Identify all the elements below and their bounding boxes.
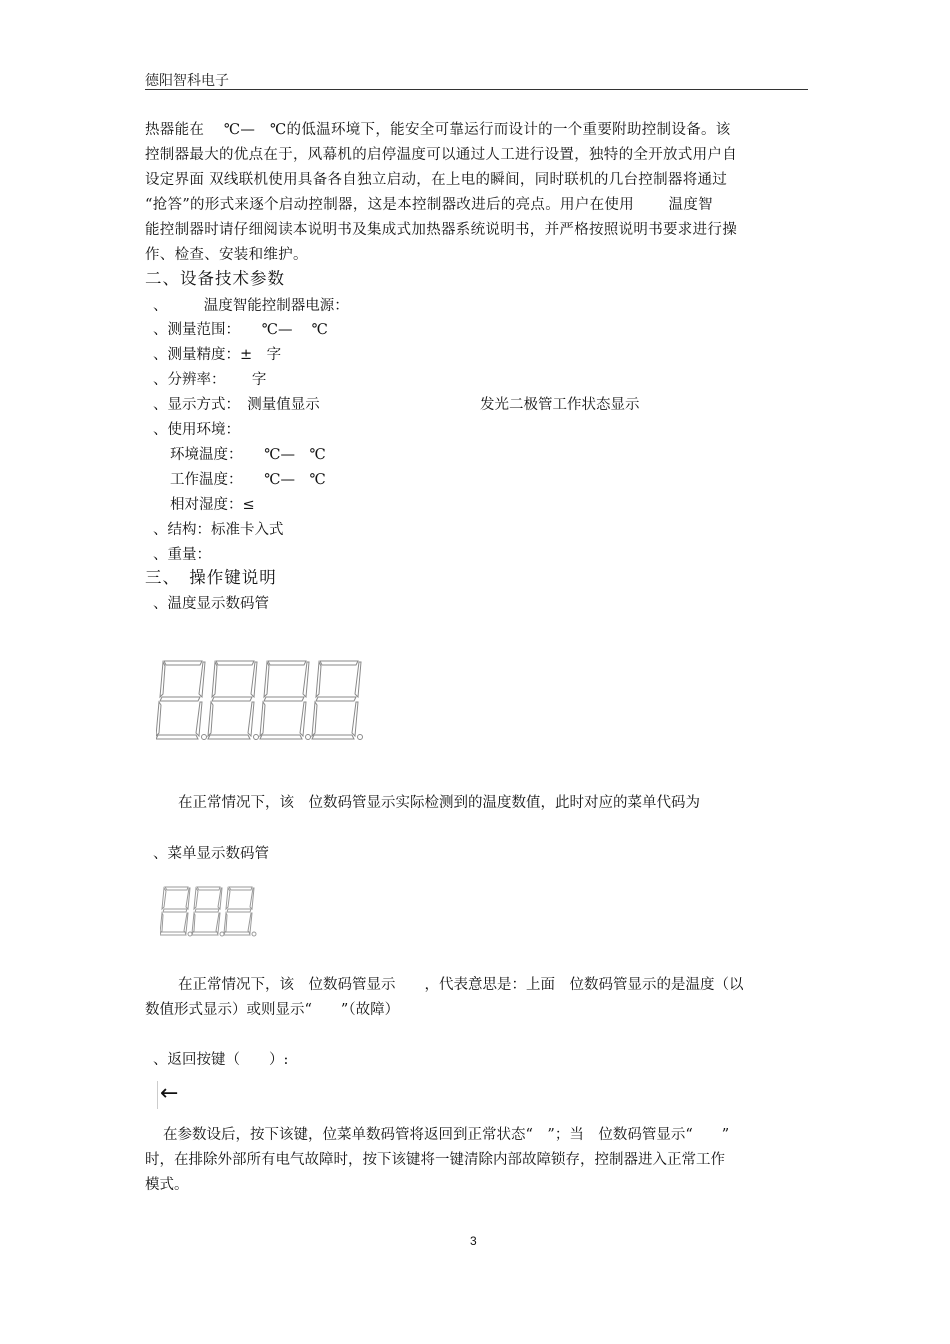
header-company: 德阳智科电子 xyxy=(145,73,229,89)
header-rule xyxy=(145,89,808,90)
arrow-left-icon: ← xyxy=(160,1081,179,1106)
intro-line-2: 控制器最大的优点在于，风幕机的启停温度可以通过人工进行设置，独特的全开放式用户自 xyxy=(145,147,737,163)
section2-title: 二、设备技术参数 xyxy=(145,269,285,288)
return-key-desc-3: 模式。 xyxy=(145,1177,189,1193)
spec-range: 、测量范围： ℃— ℃ xyxy=(153,322,328,338)
return-key-desc-1: 在参数设后，按下该键，位菜单数码管将返回到正常状态“ ”；当 位数码管显示“ ” xyxy=(163,1127,730,1143)
menu-display-desc-2: 数值形式显示）或则显示“ ”（故障） xyxy=(145,1002,400,1018)
intro-line-4: “抢答”的形式来逐个启动控制器，这是本控制器改进后的亮点。用户在使用 温度智 xyxy=(145,197,713,213)
spec-environment: 、使用环境： xyxy=(153,422,240,438)
intro-line-3: 设定界面 双线联机使用具备各自独立启动，在上电的瞬间，同时联机的几台控制器将通过 xyxy=(145,172,728,188)
menu-display-desc-1: 在正常情况下，该 位数码管显示 ，代表意思是：上面 位数码管显示的是温度（以 xyxy=(178,977,744,993)
spec-resolution: 、分辨率： 字 xyxy=(153,372,267,388)
spec-display: 、显示方式： 测量值显示 xyxy=(153,397,320,413)
return-key-desc-2: 时，在排除外部所有电气故障时，按下该键将一键清除内部故障锁存，控制器进入正常工作 xyxy=(145,1152,725,1168)
spec-structure: 、结构：标准卡入式 xyxy=(153,522,284,538)
spec-working-temp: 工作温度： ℃— ℃ xyxy=(170,472,326,488)
intro-line-6: 作、检查、安装和维护。 xyxy=(145,247,308,263)
intro-line-1: 热器能在 ℃— ℃的低温环境下，能安全可靠运行而设计的一个重要附助控制设备。该 xyxy=(145,122,731,138)
spec-accuracy: 、测量精度：± 字 xyxy=(153,347,282,363)
spec-power: 、 温度智能控制器电源： xyxy=(153,298,349,314)
spec-weight: 、重量： xyxy=(153,547,211,563)
spec-humidity: 相对湿度：≤ xyxy=(170,497,255,513)
temp-display-desc: 在正常情况下，该 位数码管显示实际检测到的温度数值，此时对应的菜单代码为 xyxy=(178,795,700,811)
page-number: 3 xyxy=(470,1234,477,1248)
intro-line-5: 能控制器时请仔细阅读本说明书及集成式加热器系统说明书，并严格按照说明书要求进行操 xyxy=(145,222,737,238)
spec-display-extra: 发光二极管工作状态显示 xyxy=(480,397,640,413)
temp-display-title: 、温度显示数码管 xyxy=(153,596,269,612)
section3-title: 三、 操作键说明 xyxy=(145,568,277,587)
four-digit-seven-segment-image xyxy=(156,658,366,742)
spec-ambient-temp: 环境温度： ℃— ℃ xyxy=(170,447,326,463)
three-digit-seven-segment-image xyxy=(160,885,260,937)
return-key-image xyxy=(157,1081,184,1109)
return-key-title: 、返回按键（ ）: xyxy=(153,1052,289,1068)
menu-display-title: 、菜单显示数码管 xyxy=(153,846,269,862)
